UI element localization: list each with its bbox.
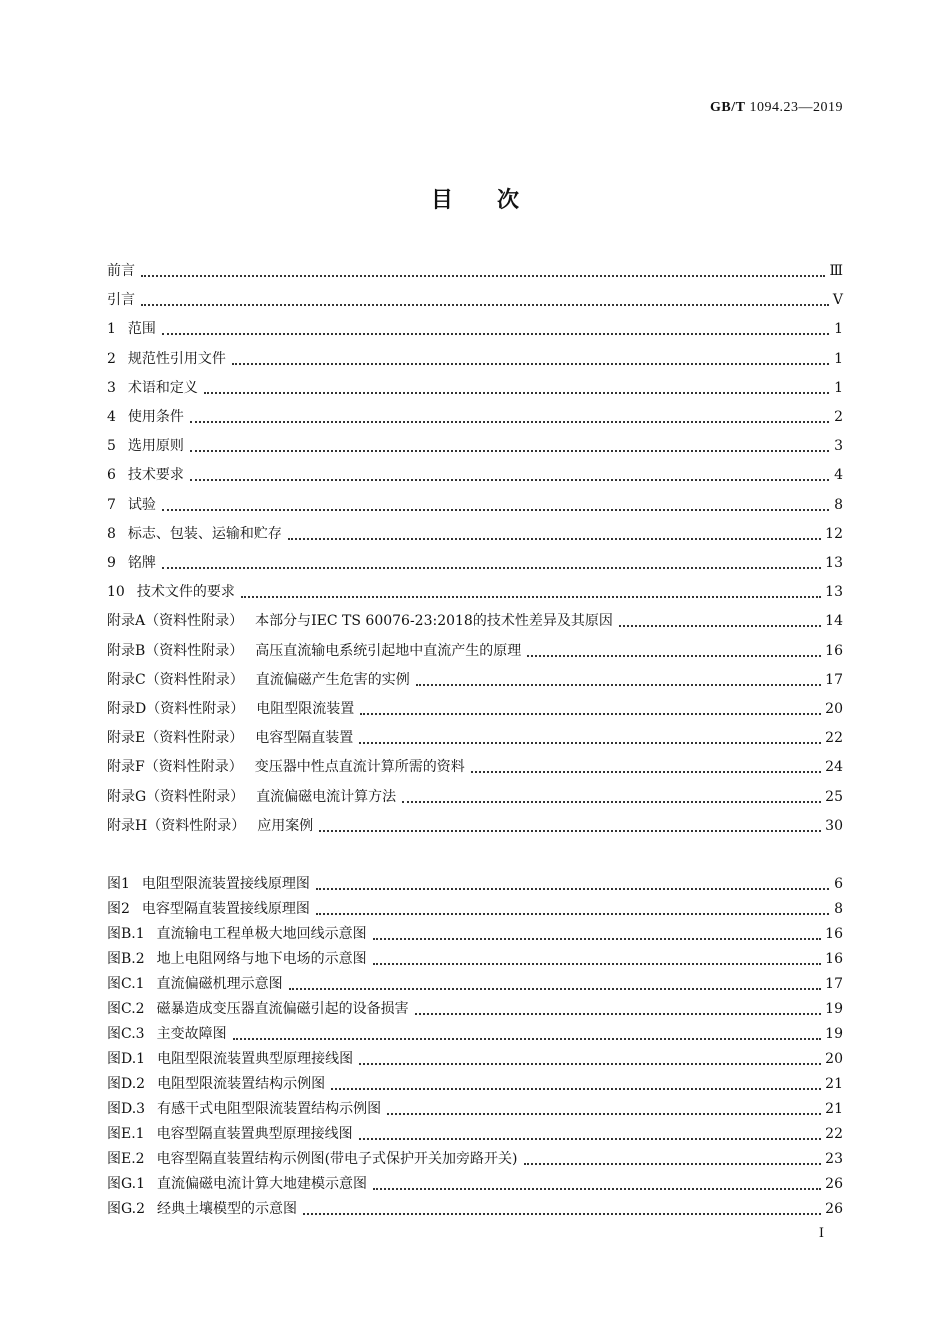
toc-section-entry-number: 附录C（资料性附录）	[107, 671, 244, 688]
toc-section-entry-page: 22	[825, 730, 843, 747]
toc-figure-entry[interactable]	[107, 1021, 843, 1043]
leader-dots	[373, 937, 822, 940]
toc-section-entry[interactable]	[107, 784, 843, 806]
leader-dots	[319, 829, 821, 832]
toc-section-entry-number: 10	[107, 584, 125, 601]
toc-figure-entry[interactable]	[107, 871, 843, 893]
leader-dots	[232, 362, 829, 365]
toc-section-entry-label: 电容型隔直装置	[255, 730, 354, 747]
toc-figure-entry-number: 图D.2	[107, 1076, 146, 1092]
toc-section-entry-number: 7	[107, 496, 116, 513]
toc-section-entry[interactable]	[107, 316, 843, 338]
toc-figure-entry[interactable]	[107, 1146, 843, 1168]
toc-figure-entry-number: 图G.2	[107, 1201, 146, 1217]
toc-figure-entry-label: 直流偏磁机理示意图	[156, 976, 283, 992]
toc-section-entry[interactable]	[107, 492, 843, 514]
standard-code-prefix: GB/T	[710, 100, 746, 115]
toc-figure-entry-label: 直流偏磁电流计算大地建模示意图	[157, 1176, 368, 1192]
toc-section-entry[interactable]	[107, 462, 843, 484]
leader-dots	[402, 800, 821, 803]
toc-section-entry[interactable]	[107, 433, 843, 455]
leader-dots	[524, 1162, 822, 1165]
toc-section-entry-label: 本部分与IEC TS 60076-23:2018的技术性差异及其原因	[255, 613, 613, 630]
toc-figure-entry-page: 16	[825, 951, 843, 967]
leader-dots	[359, 741, 821, 744]
leader-dots	[190, 449, 829, 452]
toc-figure-entry-page: 21	[825, 1076, 843, 1092]
toc-figure-entry-page: 6	[834, 876, 843, 892]
toc-figure-entry[interactable]	[107, 996, 843, 1018]
toc-section-entry-label: 变压器中性点直流计算所需的资料	[254, 759, 465, 776]
toc-section-entry-label: 标志、包装、运输和贮存	[127, 525, 282, 542]
standard-code	[710, 100, 843, 116]
toc-figure-entry-label: 电容型隔直装置结构示例图(带电子式保护开关加旁路开关)	[156, 1151, 518, 1167]
toc-figure-entry-page: 26	[825, 1176, 843, 1192]
toc-figure-entry-page: 19	[825, 1001, 843, 1017]
toc-section-entry[interactable]	[107, 287, 843, 309]
toc-figure-entry-page: 23	[825, 1151, 843, 1167]
toc-section-entry-page: 20	[825, 701, 843, 717]
toc-figure-entry[interactable]	[107, 1046, 843, 1068]
toc-figure-entry-page: 22	[825, 1126, 843, 1142]
toc-section-entry-page: 1	[834, 321, 843, 338]
toc-section-entry[interactable]	[107, 521, 843, 543]
leader-dots	[415, 1012, 822, 1015]
toc-section-entry-label: 高压直流输电系统引起地中直流产生的原理	[255, 642, 522, 659]
leader-dots	[373, 962, 822, 965]
toc-figure-entry[interactable]	[107, 971, 843, 993]
toc-figure-entry-number: 图B.2	[107, 951, 145, 967]
toc-figure-entry-page: 8	[834, 901, 843, 917]
toc-figure-entry-number: 图C.3	[107, 1026, 145, 1042]
leader-dots	[316, 912, 829, 915]
toc-section-entry-number: 1	[107, 321, 116, 338]
page-number: I	[818, 1226, 824, 1241]
toc-figure-entry[interactable]	[107, 1071, 843, 1093]
leader-dots	[162, 332, 829, 335]
toc-figure-entry[interactable]	[107, 1096, 843, 1118]
toc-figure-entry-label: 主变故障图	[156, 1026, 227, 1042]
toc-section-entry-page: 24	[825, 759, 843, 776]
toc-section-entry-page: 3	[834, 438, 843, 455]
leader-dots	[141, 274, 825, 277]
leader-dots	[360, 712, 821, 715]
toc-section-entry[interactable]	[107, 258, 843, 280]
leader-dots	[288, 537, 821, 540]
toc-section-entry-page: 13	[825, 584, 843, 601]
leader-dots	[387, 1112, 821, 1115]
toc-section-entry-page: Ⅲ	[829, 263, 843, 279]
toc-section-entry-page: 25	[825, 788, 843, 805]
standard-code-number: 1094.23—2019	[749, 100, 843, 115]
toc-section-entry[interactable]	[107, 579, 843, 601]
toc-section-entry[interactable]	[107, 638, 843, 660]
toc-figure-entry-page: 26	[825, 1201, 843, 1217]
toc-figure-entry-number: 图G.1	[107, 1176, 146, 1192]
toc-section-entry-label: 应用案例	[257, 817, 314, 834]
leader-dots	[316, 887, 829, 890]
leader-dots	[359, 1137, 822, 1140]
toc-figure-entry-number: 图C.1	[107, 976, 145, 992]
toc-figure-entry-number: 图E.2	[107, 1151, 145, 1167]
toc-section-entry[interactable]	[107, 667, 843, 689]
toc-section-entry-label: 铭牌	[127, 555, 156, 571]
toc-figure-entry-page: 17	[825, 976, 843, 992]
toc-section-entry[interactable]	[107, 754, 843, 776]
toc-section-entry-label: 引言	[107, 292, 135, 309]
toc-section-entry-number: 5	[107, 438, 116, 455]
toc-section-entry[interactable]	[107, 608, 843, 630]
toc-figure-entry-number: 图D.3	[107, 1101, 146, 1117]
leader-dots	[204, 391, 829, 394]
toc-section-entry[interactable]	[107, 346, 843, 368]
leader-dots	[190, 478, 829, 481]
toc-figure-entry-page: 20	[825, 1051, 843, 1067]
toc-section-entry-number: 9	[107, 555, 116, 571]
toc-figure-entry-number: 图B.1	[107, 926, 145, 942]
toc-section-entry-label: 电阻型限流装置	[256, 701, 355, 717]
toc-section-entry-page: 14	[825, 613, 843, 630]
toc-section-entry-label: 技术要求	[127, 467, 184, 484]
toc-section-entry-page: 1	[834, 379, 843, 396]
toc-section-entry[interactable]	[107, 404, 843, 426]
toc-section-entry-page: 16	[825, 642, 843, 659]
toc-section-entry[interactable]	[107, 813, 843, 835]
toc-section-entry-number: 附录F（资料性附录）	[107, 759, 243, 776]
toc-section-entry-label: 规范性引用文件	[127, 350, 226, 367]
toc-figure-entry-label: 电阻型限流装置接线原理图	[141, 876, 310, 892]
toc-figure-entry-number: 图1	[107, 876, 130, 892]
toc-section-entry-label: 使用条件	[127, 409, 184, 425]
toc-figure-entry[interactable]	[107, 946, 843, 968]
toc-section-entry[interactable]	[107, 375, 843, 397]
leader-dots	[471, 770, 821, 773]
toc-section-entry-label: 前言	[107, 263, 135, 279]
toc-figure-entry[interactable]	[107, 1121, 843, 1143]
toc-figure-entry-label: 磁暴造成变压器直流偏磁引起的设备损害	[156, 1001, 409, 1017]
toc-section-entry-page: 1	[834, 350, 843, 367]
toc-section-entry-label: 选用原则	[127, 438, 184, 455]
toc-section-entry-page: 12	[825, 525, 843, 542]
toc-section-entry-label: 术语和定义	[127, 379, 198, 396]
toc-section-entry[interactable]	[107, 725, 843, 747]
toc-section-entry-page: 8	[834, 496, 843, 513]
toc-section-entry-number: 附录A（资料性附录）	[107, 613, 244, 630]
toc-section-entry-page: Ⅴ	[832, 292, 843, 309]
toc-section-entry-number: 附录D（资料性附录）	[107, 701, 245, 717]
toc-section-entry-number: 附录B（资料性附录）	[107, 642, 244, 659]
toc-figure-entry-label: 电容型隔直装置接线原理图	[141, 901, 310, 917]
leader-dots	[373, 1187, 821, 1190]
toc-section-entry-page: 2	[834, 409, 843, 425]
toc-section-entry-page: 13	[825, 555, 843, 571]
leader-dots	[141, 303, 829, 306]
toc-figure-entry-label: 电容型隔直装置典型原理接线图	[156, 1126, 353, 1142]
toc-section-entry-page: 4	[834, 467, 843, 484]
toc-section-entry-label: 试验	[127, 496, 156, 513]
toc-section-entry-page: 17	[825, 671, 843, 688]
toc-section-entry[interactable]	[107, 550, 843, 572]
toc-section-entry-number: 3	[107, 379, 116, 396]
toc-figure-entry-page: 16	[825, 926, 843, 942]
leader-dots	[527, 654, 821, 657]
toc-section-entry-number: 附录E（资料性附录）	[107, 730, 244, 747]
toc-figure-entry-label: 地上电阻网络与地下电场的示意图	[156, 951, 367, 967]
toc-figure-entry-page: 19	[825, 1026, 843, 1042]
toc-figure-entry-number: 图2	[107, 901, 130, 917]
toc-figure-entry-number: 图E.1	[107, 1126, 145, 1142]
toc-section-entry-page: 30	[825, 817, 843, 834]
toc-section-entry-number: 附录G（资料性附录）	[107, 788, 245, 805]
leader-dots	[162, 508, 829, 511]
toc-section-entry-label: 直流偏磁产生危害的实例	[255, 671, 410, 688]
toc-figure-entry-label: 直流输电工程单极大地回线示意图	[156, 926, 367, 942]
toc-section-entry[interactable]	[107, 696, 843, 718]
toc-figure-entry-label: 电阻型限流装置典型原理接线图	[157, 1051, 354, 1067]
page-title: 目次	[430, 187, 563, 213]
toc-figure-entry[interactable]	[107, 1196, 843, 1218]
leader-dots	[359, 1062, 821, 1065]
toc-section-entry-number: 2	[107, 350, 116, 367]
toc-figure-entry[interactable]	[107, 896, 843, 918]
leader-dots	[233, 1037, 822, 1040]
toc-section-entry-label: 技术文件的要求	[136, 584, 235, 601]
toc-section-entry-label: 直流偏磁电流计算方法	[256, 788, 397, 805]
leader-dots	[241, 595, 821, 598]
toc-figure-entry[interactable]	[107, 921, 843, 943]
toc-section-entry-number: 8	[107, 525, 116, 542]
toc-figure-entry-label: 有感干式电阻型限流装置结构示例图	[157, 1101, 382, 1117]
toc-section-entry-label: 范围	[127, 321, 156, 338]
toc-figure-entry-label: 经典土壤模型的示意图	[157, 1201, 298, 1217]
toc-figure-entry[interactable]	[107, 1171, 843, 1193]
leader-dots	[289, 987, 822, 990]
leader-dots	[162, 566, 821, 569]
leader-dots	[331, 1087, 821, 1090]
toc-figure-entry-label: 电阻型限流装置结构示例图	[157, 1076, 326, 1092]
toc-section-entry-number: 4	[107, 409, 116, 425]
toc-figure-entry-number: 图D.1	[107, 1051, 146, 1067]
leader-dots	[303, 1212, 821, 1215]
leader-dots	[416, 683, 821, 686]
toc-section-entry-number: 6	[107, 467, 116, 484]
toc-figure-entry-number: 图C.2	[107, 1001, 145, 1017]
leader-dots	[190, 420, 829, 423]
toc-figure-entry-page: 21	[825, 1101, 843, 1117]
leader-dots	[619, 624, 821, 627]
toc-section-entry-number: 附录H（资料性附录）	[107, 817, 246, 834]
